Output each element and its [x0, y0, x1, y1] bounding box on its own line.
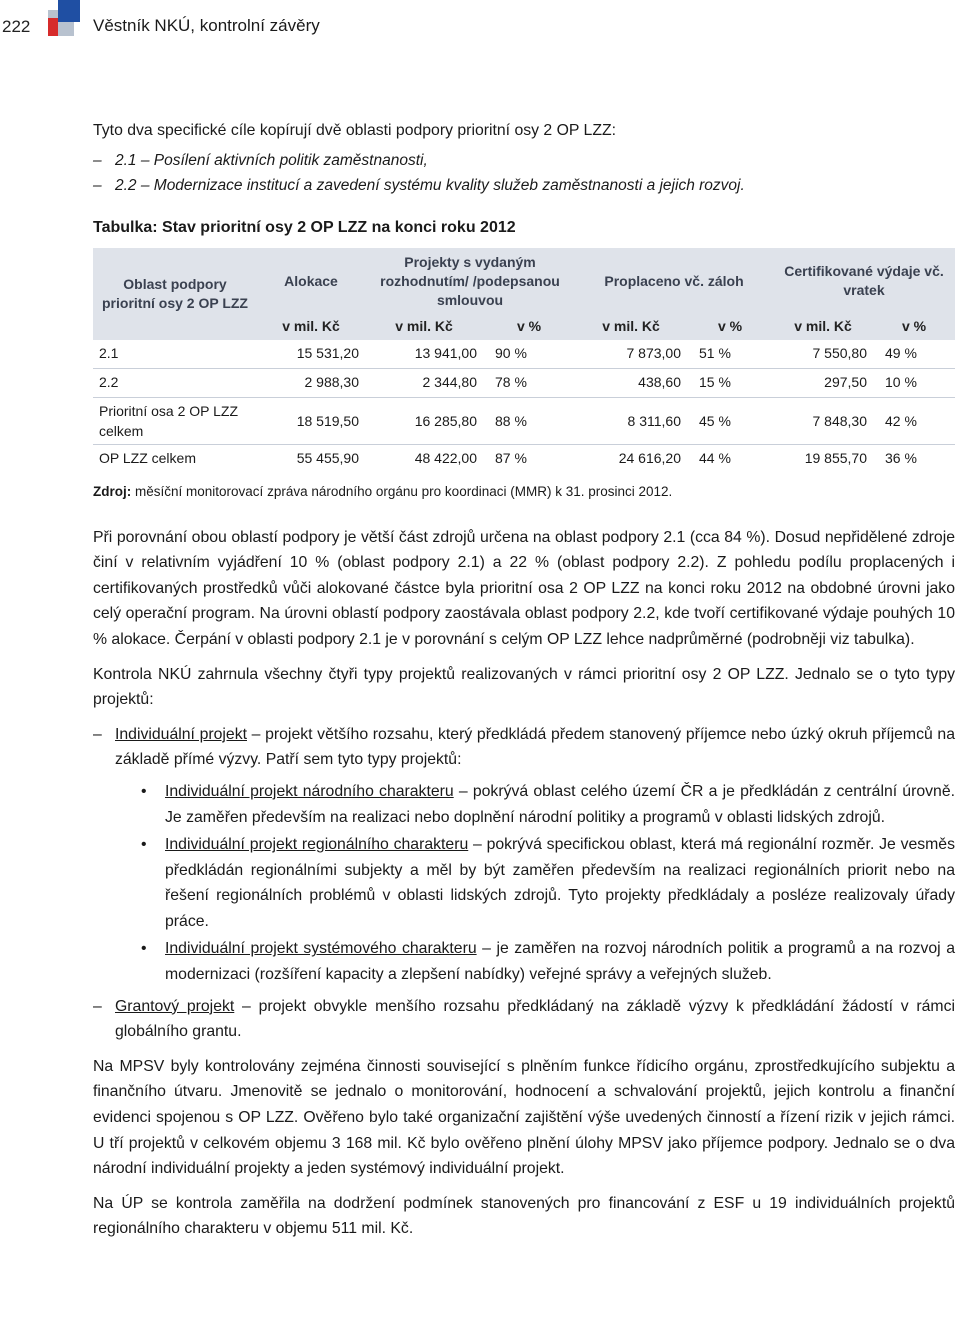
goals-list: [93, 148, 955, 199]
term-individual: Individuální projekt: [115, 725, 247, 743]
term-grant: Grantový projekt: [115, 997, 235, 1015]
list-item: – 2.1 – Posílení aktivních politik zaměstnanosti,: [93, 151, 428, 169]
table-row: Prioritní osa 2 OP LZZ celkem 18 519,50 16 285,80 88 % 8 311,60 45 % 7 848,30 42 %: [93, 397, 955, 444]
list-item: • Individuální projekt národního charakteru – pokrývá oblast celého území ČR a je předkládán z centrální úrovně. Je zaměřen především na realizaci nebo doplnění národní politiky a programů v oblasti lidských zdrojů.: [141, 782, 955, 826]
status-table: [93, 248, 955, 473]
page-number: 222: [2, 17, 31, 36]
header-paid: Proplaceno vč. záloh: [575, 248, 773, 314]
list-item: – 2.2 – Modernizace institucí a zavedení systému kvality služeb zaměstnanosti a jejich rozvoj.: [93, 177, 745, 195]
table-row: 2.2 2 988,30 2 344,80 78 % 438,60 15 % 297,50 10 %: [93, 368, 955, 397]
unit-header: v mil. Kč: [575, 314, 687, 340]
table-row: 2.1 15 531,20 13 941,00 90 % 7 873,00 51 % 7 550,80 49 %: [99, 345, 917, 362]
header-projects: Projekty s vydaným rozhodnutím/ /podepsanou smlouvou: [365, 248, 575, 314]
list-item: – Individuální projekt – projekt většího rozsahu, který předkládá předem stanovený příjemce nebo úzký okruh příjemců na základě přímé výzvy. Patří sem tyto typy projektů: • Individuální projekt národního charakteru – pokrývá oblast celého území ČR a je předkládán z centrální úrovně. Je zaměřen především na realizaci nebo doplnění národní politiky a programů v oblasti lidských zdrojů. • Individuální projekt regionálního charakteru – pokrývá specifickou oblast, která má regionální rozměr. Je vesměs předkládán regionálními subjekty a měl by být zaměřen především na realizaci regionálních priorit nebo na řešení regionálních problémů v oblasti lidských zdrojů. Tyto projekty předkládaly a posléze realizovaly úřady práce. • Individuální projekt systémového charakteru – je zaměřen na rozvoj národních politik a programů a na rozvoj a modernizaci (rozšíření kapacity a zlepšení nabídky) veřejné správy a veřejných služeb.: [93, 722, 955, 988]
paragraph-up: Na ÚP se kontrola zaměřila na dodržení podmínek stanovených pro financování z ESF u 19 individuálních projektů regionálního charakteru v objemu 511 mil. Kč.: [93, 1194, 955, 1238]
unit-header: v %: [483, 314, 575, 340]
paragraph-comparison: Při porovnání obou oblastí podpory je větší část zdrojů určena na oblast podpory 2.1 (cca 84 %). Dosud nepřidělené zdroje činí v relativním vyjádření 10 % (oblast podpory 2.1) a 22 % (oblast podpory 2.2). Z pohledu podílu proplacených i certifikovaných prostředků vůči alokované částce byla prioritní osa 2 OP LZZ na konci roku 2012 na obdobné úrovni jako celý operační program. Na úrovni oblastí podpory zaostávala oblast podpory 2.2, kde tvoří certifikované výdaje pouhých 10 % alokace. Čerpání v oblasti podpory 2.1 je v porovnání s celým OP LZZ lehce nadprůměrné (podrobněji viz tabulka).: [93, 528, 955, 648]
paragraph-mpsv: Na MPSV byly kontrolovány zejména činnosti související s plněním funkce řídicího orgánu, zprostředkujícího subjektu a finančního útvaru. Jmenovitě se jednalo o monitorování, hodnocení a schvalování projektů, jejich kontrolu a finanční evidenci spojenou s OP LZZ. Ověřeno bylo také organizační zajištění výše uvedených činností a řízení rizik v jejich rámci. U tří projektů v celkovém objemu 3 168 mil. Kč bylo ověřeno plnění úlohy MPSV jako příjemce podpory. Jednalo se o dva národní individuální projekty a jeden systémový individuální projekt.: [93, 1057, 955, 1178]
list-item: – Grantový projekt – projekt obvykle menšího rozsahu předkládaný na základě výzvy k předkládání žádostí v rámci globálního grantu.: [93, 997, 955, 1041]
unit-header: v %: [873, 314, 955, 340]
page-content: [93, 118, 955, 1242]
header-allocation: Alokace: [257, 248, 365, 314]
paragraph-project-types-intro: Kontrola NKÚ zahrnula všechny čtyři typy projektů realizovaných v rámci prioritní osy 2 OP LZZ. Jednalo se o tyto typy projektů:: [93, 665, 955, 709]
table-row: OP LZZ celkem 55 455,90 48 422,00 87 % 24 616,20 44 % 19 855,70 36 %: [93, 444, 955, 473]
header-area: Oblast podpory prioritní osy 2 OP LZZ: [93, 248, 257, 340]
unit-header: v %: [687, 314, 773, 340]
unit-header: v mil. Kč: [257, 314, 365, 340]
list-item: • Individuální projekt systémového charakteru – je zaměřen na rozvoj národních politik a programů a na rozvoj a modernizaci (rozšíření kapacity a zlepšení nabídky) veřejné správy a veřejných služeb.: [141, 940, 955, 984]
table-title: Tabulka: Stav prioritní osy 2 OP LZZ na konci roku 2012: [93, 218, 516, 236]
list-item: • Individuální projekt regionálního charakteru – pokrývá specifickou oblast, která má regionální rozměr. Je vesměs předkládán regionálními subjekty a měl by být zaměřen především na realizaci regionálních priorit nebo na řešení regionálních problémů v oblasti lidských zdrojů. Tyto projekty předkládaly a posléze realizovaly úřady práce.: [141, 836, 955, 930]
unit-header: v mil. Kč: [773, 314, 873, 340]
nku-logo-icon: [48, 0, 84, 36]
table-source: Zdroj: měsíční monitorovací zpráva národního orgánu pro koordinaci (MMR) k 31. prosinci 2012.: [93, 483, 673, 499]
page-header: [0, 0, 960, 50]
unit-header: v mil. Kč: [365, 314, 483, 340]
running-title: Věstník NKÚ, kontrolní závěry: [93, 16, 320, 35]
intro-text: Tyto dva specifické cíle kopírují dvě oblasti podpory prioritní osy 2 OP LZZ:: [93, 122, 617, 139]
header-certified: Certifikované výdaje vč. vratek: [773, 248, 955, 314]
subtypes-list: [115, 779, 955, 988]
project-types-list: [93, 722, 955, 1045]
